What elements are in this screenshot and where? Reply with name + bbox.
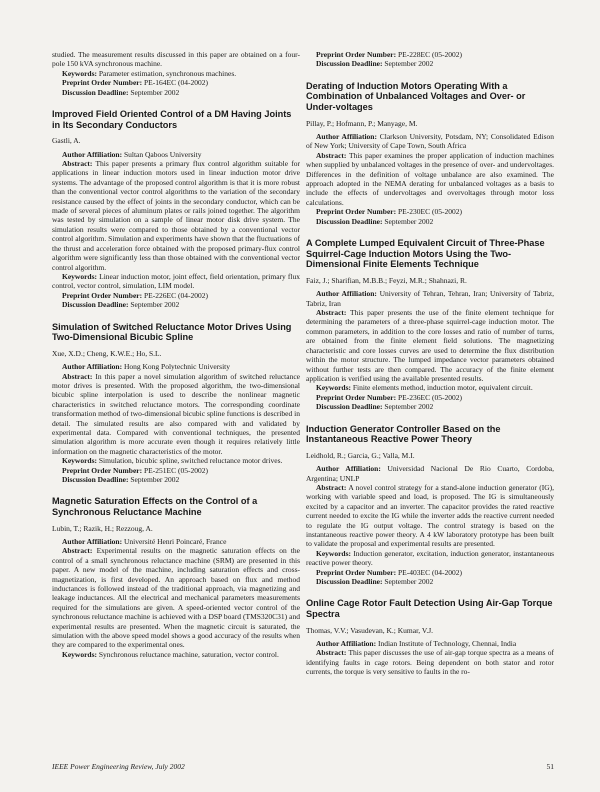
continued-text: studied. The measurement results discussed in this paper are obtained on a four-pole 150 kVA synchronous machine. <box>52 50 300 69</box>
page-number: 51 <box>546 762 554 771</box>
order-number-label: Preprint Order Number: <box>316 50 397 59</box>
keywords-line <box>52 69 300 78</box>
affiliation-text: Indian Institute of Technology, Chennai, India <box>377 639 517 648</box>
affiliation-text: Université Henri Poincaré, France <box>123 537 227 546</box>
keywords-label: Keywords: <box>62 649 97 659</box>
affiliation-text: Sultan Qaboos University <box>123 149 202 159</box>
keywords-label: Keywords: <box>62 456 97 466</box>
right-column <box>306 50 554 677</box>
affiliation-line <box>52 362 300 371</box>
abstract-text: This paper presents the use of the finite element technique for determining the parameters of a three-phase squirrel-cage induction motor. The common parameters, in addition to the core losses and ratio of number of turns, are obtained from the finite element field solutions. The magnetizing characteristic and core losses curves are used to determine the flux distribution within the motor structure. The lumped impedance vector parameters obtained without further tests are then compared. The accuracy of the finite element application is verified using the available presented results. <box>306 308 554 383</box>
order-number-line <box>62 466 300 475</box>
keywords-text: Parameter estimation, synchronous machines. <box>98 68 237 78</box>
abstract-paragraph <box>52 159 300 272</box>
deadline-label: Discussion Deadline: <box>62 87 129 97</box>
abstract-label: Abstract: <box>62 371 93 381</box>
abstract-paragraph <box>306 151 554 207</box>
affiliation-label: Author Affiliation: <box>62 537 123 546</box>
keywords-line <box>52 456 300 465</box>
abstract-paragraph <box>52 372 300 457</box>
keywords-text: Induction generator, excitation, induction generator, instantaneous reactive power theory. <box>306 548 554 568</box>
keywords-text: Finite elements method, induction motor, equivalent circuit. <box>352 383 533 393</box>
affiliation-text: Clarkson University, Potsdam, NY; Consolidated Edison of New York; University of Cape Town, South Africa <box>306 132 555 151</box>
order-number-label: Preprint Order Number: <box>62 465 143 475</box>
order-number: PE-403EC (04-2002) <box>398 567 462 577</box>
order-number: PE-226EC (04-2002) <box>144 290 208 300</box>
affiliation-line <box>306 639 554 648</box>
article-authors: Lubin, T.; Razik, H.; Rezzoug, A. <box>52 523 153 533</box>
affiliation-line <box>306 132 554 151</box>
abstract-label: Abstract: <box>316 482 347 492</box>
order-number-label: Preprint Order Number: <box>62 290 143 300</box>
deadline-line <box>62 475 300 484</box>
affiliation-text: Hong Kong Polytechnic University <box>123 362 230 372</box>
keywords-line <box>52 272 300 291</box>
keywords-label: Keywords: <box>316 548 351 558</box>
order-number: PE-230EC (05-2002) <box>398 207 462 217</box>
article-title: Magnetic Saturation Effects on the Control of a Synchronous Reluctance Machine <box>52 496 258 517</box>
affiliation-text: University of Tehran, Tehran, Iran; University of Tabriz, Tabriz, Iran <box>306 289 555 308</box>
abstract-paragraph <box>306 308 554 383</box>
abstract-text: In this paper a novel simulation algorithm of switched reluctance motor drives is presented. With the proposed algorithm, the two-dimensional bicubic spline interpolation is used to describe the nonlinear magnetic characteristics in switched reluctance motors. The corresponding coordinate transformation method of two-dimensional bicubic spline functions is described in detail. The simulated results are also compared with and validated by experimental data. Compared with conventional techniques, the presented simulation algorithm is more accurate even though it requires relatively little information on the magnetic characteristics of the motor. <box>52 371 301 456</box>
deadline: September 2002 <box>384 59 434 69</box>
article-authors: Gastli, A. <box>52 136 81 146</box>
deadline-line <box>316 402 554 411</box>
article-title: A Complete Lumped Equivalent Circuit of Three-Phase Squirrel-Cage Induction Motors Using the Two-Dimensional Finite Elements Technique <box>306 238 545 270</box>
keywords-text: Synchronous reluctance machine, saturation, vector control. <box>98 649 279 659</box>
article-title: Improved Field Oriented Control of a DM Having Joints in Its Secondary Conductors <box>52 109 292 130</box>
affiliation-label: Author Affiliation: <box>316 289 377 299</box>
left-column <box>52 50 300 659</box>
abstract-label: Abstract: <box>316 308 347 318</box>
deadline-label: Discussion Deadline: <box>316 402 383 412</box>
article-title: Induction Generator Controller Based on the Instantaneous Reactive Power Theory <box>306 423 501 445</box>
deadline-line <box>62 88 300 97</box>
abstract-text: This paper examines the proper application of induction machines when supplied by unbalanced voltages in the presence of over- and undervoltages. Differences in the definition of voltage unbalance are also examined. The approach adopted in the NEMA derating for unbalanced voltages as a basis to include the effects of undervoltages and overvoltages through motor loss calculations. <box>306 150 554 207</box>
affiliation-label: Author Affiliation: <box>316 132 377 141</box>
keywords-text: Linear induction motor, joint effect, field orientation, primary flux control, vector control, simulation, LIM model. <box>52 271 300 291</box>
abstract-text: A novel control strategy for a stand-alone induction generator (IG), working with variable speed and load, is proposed. The IG is simultaneously excited by a capacitor and an inverter. The capacitor provides the rated reactive current needed to excite the IG while the inverter adds the reactive current needed to regulate the IG output voltage. The control strategy is based on the instantaneous reactive power theory. A 4 kW laboratory prototype has been built to validate the proposal and experimental results are presented. <box>306 482 554 549</box>
order-number-line <box>316 393 554 402</box>
order-number-line <box>62 291 300 300</box>
affiliation-text: Universidad Nacional De Rio Cuarto, Cordoba, Argentina; UNLP <box>306 464 554 483</box>
article-authors: Leidhold, R.; Garcia, G.; Valla, M.I. <box>306 450 415 460</box>
deadline-line <box>62 300 300 309</box>
deadline: September 2002 <box>384 216 434 226</box>
affiliation-line <box>306 464 554 483</box>
article-authors: Faiz, J.; Sharifian, M.B.B.; Feyzi, M.R.; Shahnazi, R. <box>306 275 467 285</box>
abstract-paragraph <box>306 483 554 549</box>
order-number-label: Preprint Order Number: <box>316 567 397 577</box>
affiliation-line <box>52 150 300 159</box>
keywords-label: Keywords: <box>62 271 97 281</box>
abstract-text: This paper presents a primary flux control algorithm suitable for applications in linear induction motors used in linear induction motor drive systems. The advantage of the proposed control algorithm is that it is more robust than the conventional vector control algorithms to the variation of the secondary resistance caused by the effect of joints in the secondary conductor, which can be made of several pieces of aluminum plates or rails joined together. The algorithm was tested by simulation on a sample of linear motor disk drive system. The simulation results were compared to those obtained by a conventional vector control algorithm. Simulation and experiments have shown that the fluctuations of the thrust and acceleration force obtained with the proposed primary-flux control algorithm were significantly less than those obtained with the conventional vector control algorithm. <box>52 159 300 272</box>
order-number-line <box>316 207 554 216</box>
deadline: September 2002 <box>384 402 434 412</box>
deadline: September 2002 <box>130 475 180 484</box>
order-number-label: Preprint Order Number: <box>316 392 397 402</box>
abstract-text: This paper discusses the use of air-gap torque spectra as a means of identifying faults in cage rotors. Being dependent on both stator and rotor currents, the torque is very sensitive to faults in the ro- <box>306 648 554 677</box>
affiliation-label: Author Affiliation: <box>62 149 123 159</box>
deadline-label: Discussion Deadline: <box>316 577 383 586</box>
abstract-paragraph <box>52 546 300 649</box>
article-title: Simulation of Switched Reluctance Motor Drives Using Two-Dimensional Bicubic Spline <box>52 321 292 343</box>
keywords-line <box>306 383 554 392</box>
keywords-text: Simulation, bicubic spline, switched reluctance motor drives. <box>98 456 283 466</box>
abstract-paragraph <box>306 648 554 676</box>
deadline-label: Discussion Deadline: <box>316 216 383 226</box>
keywords-label: Keywords: <box>62 68 97 78</box>
order-number-label: Preprint Order Number: <box>62 78 143 88</box>
deadline-label: Discussion Deadline: <box>62 475 129 484</box>
deadline-label: Discussion Deadline: <box>316 59 383 69</box>
order-number-line <box>316 568 554 577</box>
article-authors: Xue, X.D.; Cheng, K.W.E.; Ho, S.L. <box>52 348 162 358</box>
article-title: Online Cage Rotor Fault Detection Using Air-Gap Torque Spectra <box>306 598 553 619</box>
page-footer <box>52 762 554 771</box>
abstract-text: Experimental results on the magnetic saturation effects on the control of a small synchronous reluctance machine (SRM) are presented in this paper. A new model of the machine, including saturation effects and cross-magnetization, is first developed. An approach based on flux and method inductances is followed instead of the traditional approach, via magnetizing and leakage inductances. All the electrical and mechanical parameters measurements required for the simulations are given. A speed-oriented vector control of the synchronous reluctance machine is achieved with a DSP board (TMS320C31) and experimental results are presented. When the magnetic circuit is saturated, the simulation with the above speed model shows a good accuracy of the results when they are compared to the experimental ones. <box>52 546 301 650</box>
keywords-line <box>52 650 300 659</box>
order-number: PE-236EC (05-2002) <box>398 392 462 402</box>
order-number-line <box>62 78 300 87</box>
deadline-label: Discussion Deadline: <box>62 300 129 310</box>
affiliation-line <box>52 537 300 546</box>
deadline: September 2002 <box>384 577 434 586</box>
article-authors: Thomas, V.V.; Vasudevan, K.; Kumar, V.J. <box>306 625 433 635</box>
deadline: September 2002 <box>130 87 180 97</box>
keywords-line <box>306 549 554 568</box>
deadline: September 2002 <box>130 300 180 310</box>
order-number-label: Preprint Order Number: <box>316 207 397 217</box>
abstract-label: Abstract: <box>316 648 347 658</box>
deadline-line <box>316 577 554 586</box>
order-number-line <box>316 50 554 59</box>
order-number: PE-164EC (04-2002) <box>144 78 208 88</box>
order-number: PE-251EC (05-2002) <box>144 465 208 475</box>
order-number: PE-228EC (05-2002) <box>398 50 462 59</box>
deadline-line <box>316 217 554 226</box>
affiliation-label: Author Affiliation: <box>62 362 123 372</box>
journal-name: IEEE Power Engineering Review, July 2002 <box>52 762 185 771</box>
article-authors: Pillay, P.; Hofmann, P.; Manyage, M. <box>306 118 418 128</box>
abstract-label: Abstract: <box>62 546 93 556</box>
deadline-line <box>316 59 554 68</box>
abstract-label: Abstract: <box>316 150 347 160</box>
affiliation-label: Author Affiliation: <box>316 464 381 474</box>
article-title: Derating of Induction Motors Operating With a Combination of Unbalanced Voltages and Over- or Under-voltages <box>306 80 526 112</box>
keywords-label: Keywords: <box>316 383 351 393</box>
affiliation-line <box>306 289 554 308</box>
abstract-label: Abstract: <box>62 159 93 169</box>
affiliation-label: Author Affiliation: <box>316 639 377 648</box>
